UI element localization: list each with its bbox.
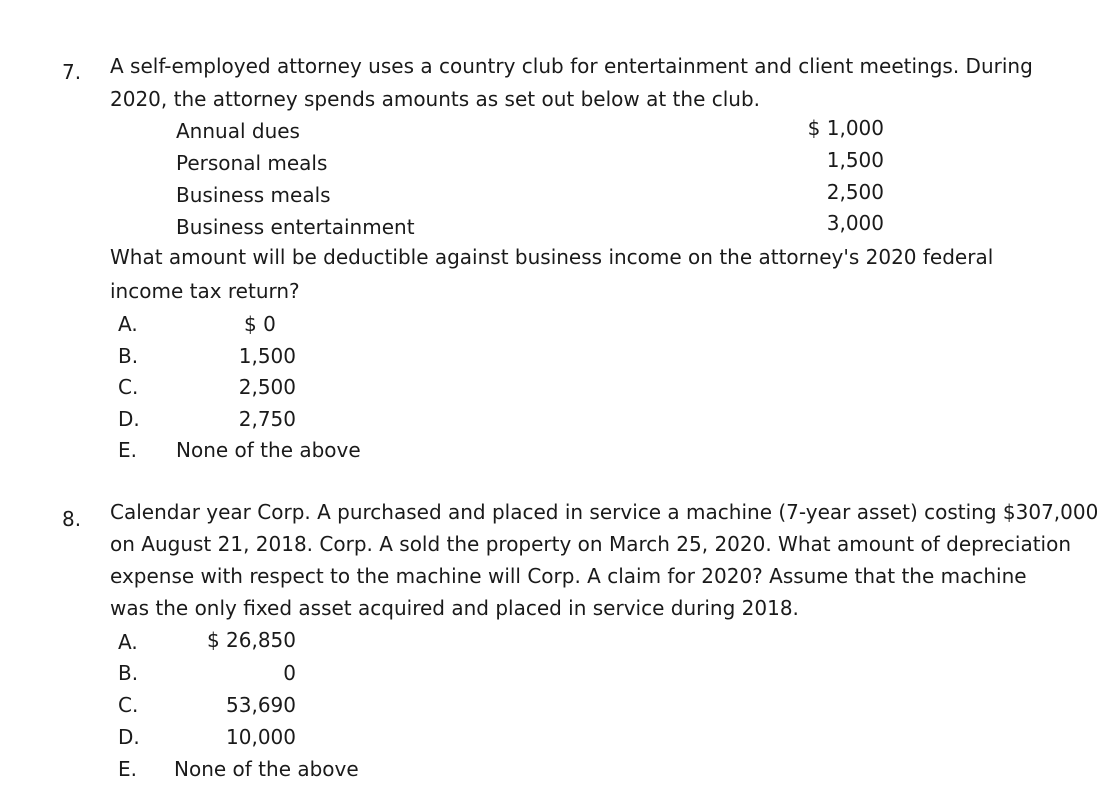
option-value: $ 0 bbox=[244, 312, 276, 336]
question-8-number: 8. bbox=[62, 507, 82, 531]
option-value: None of the above bbox=[176, 438, 361, 462]
question-7-number: 7. bbox=[62, 60, 82, 84]
expense-label: Personal meals bbox=[176, 151, 328, 175]
option-letter: D. bbox=[118, 725, 140, 749]
expense-amount: $ 1,000 bbox=[807, 116, 884, 140]
question-7-prompt-line-1: What amount will be deductible against business income on the attorney's 2020 federal bbox=[110, 245, 994, 269]
option-value: None of the above bbox=[174, 757, 359, 781]
option-value: 1,500 bbox=[238, 344, 296, 368]
option-letter: B. bbox=[118, 344, 139, 368]
expense-amount: 1,500 bbox=[826, 148, 884, 172]
option-value: 2,500 bbox=[238, 375, 296, 399]
option-letter: D. bbox=[118, 407, 140, 431]
option-letter: B. bbox=[118, 661, 139, 685]
option-value: 53,690 bbox=[226, 693, 296, 717]
option-letter: E. bbox=[118, 438, 137, 462]
question-8-line-2: on August 21, 2018. Corp. A sold the property on March 25, 2020. What amount of depreciation bbox=[110, 532, 1072, 556]
question-8-line-4: was the only fixed asset acquired and placed in service during 2018. bbox=[110, 596, 799, 620]
question-8-line-1: Calendar year Corp. A purchased and placed in service a machine (7-year asset) costing $307,000 bbox=[110, 500, 1099, 524]
expense-label: Annual dues bbox=[176, 119, 300, 143]
option-letter: A. bbox=[118, 630, 138, 654]
expense-label: Business entertainment bbox=[176, 215, 415, 239]
question-7-line-1: A self-employed attorney uses a country club for entertainment and client meetings. During bbox=[110, 54, 1033, 78]
question-7-line-2: 2020, the attorney spends amounts as set out below at the club. bbox=[110, 87, 761, 111]
option-value: 2,750 bbox=[238, 407, 296, 431]
option-value: 0 bbox=[283, 661, 296, 685]
option-letter: C. bbox=[118, 693, 139, 717]
expense-amount: 3,000 bbox=[826, 211, 884, 235]
question-8-line-3: expense with respect to the machine will Corp. A claim for 2020? Assume that the machine bbox=[110, 564, 1027, 588]
option-letter: A. bbox=[118, 312, 138, 336]
expense-amount: 2,500 bbox=[826, 180, 884, 204]
option-letter: E. bbox=[118, 757, 137, 781]
option-value: $ 26,850 bbox=[206, 628, 296, 652]
expense-label: Business meals bbox=[176, 183, 331, 207]
option-value: 10,000 bbox=[226, 725, 296, 749]
question-7-prompt-line-2: income tax return? bbox=[110, 279, 300, 303]
option-letter: C. bbox=[118, 375, 139, 399]
